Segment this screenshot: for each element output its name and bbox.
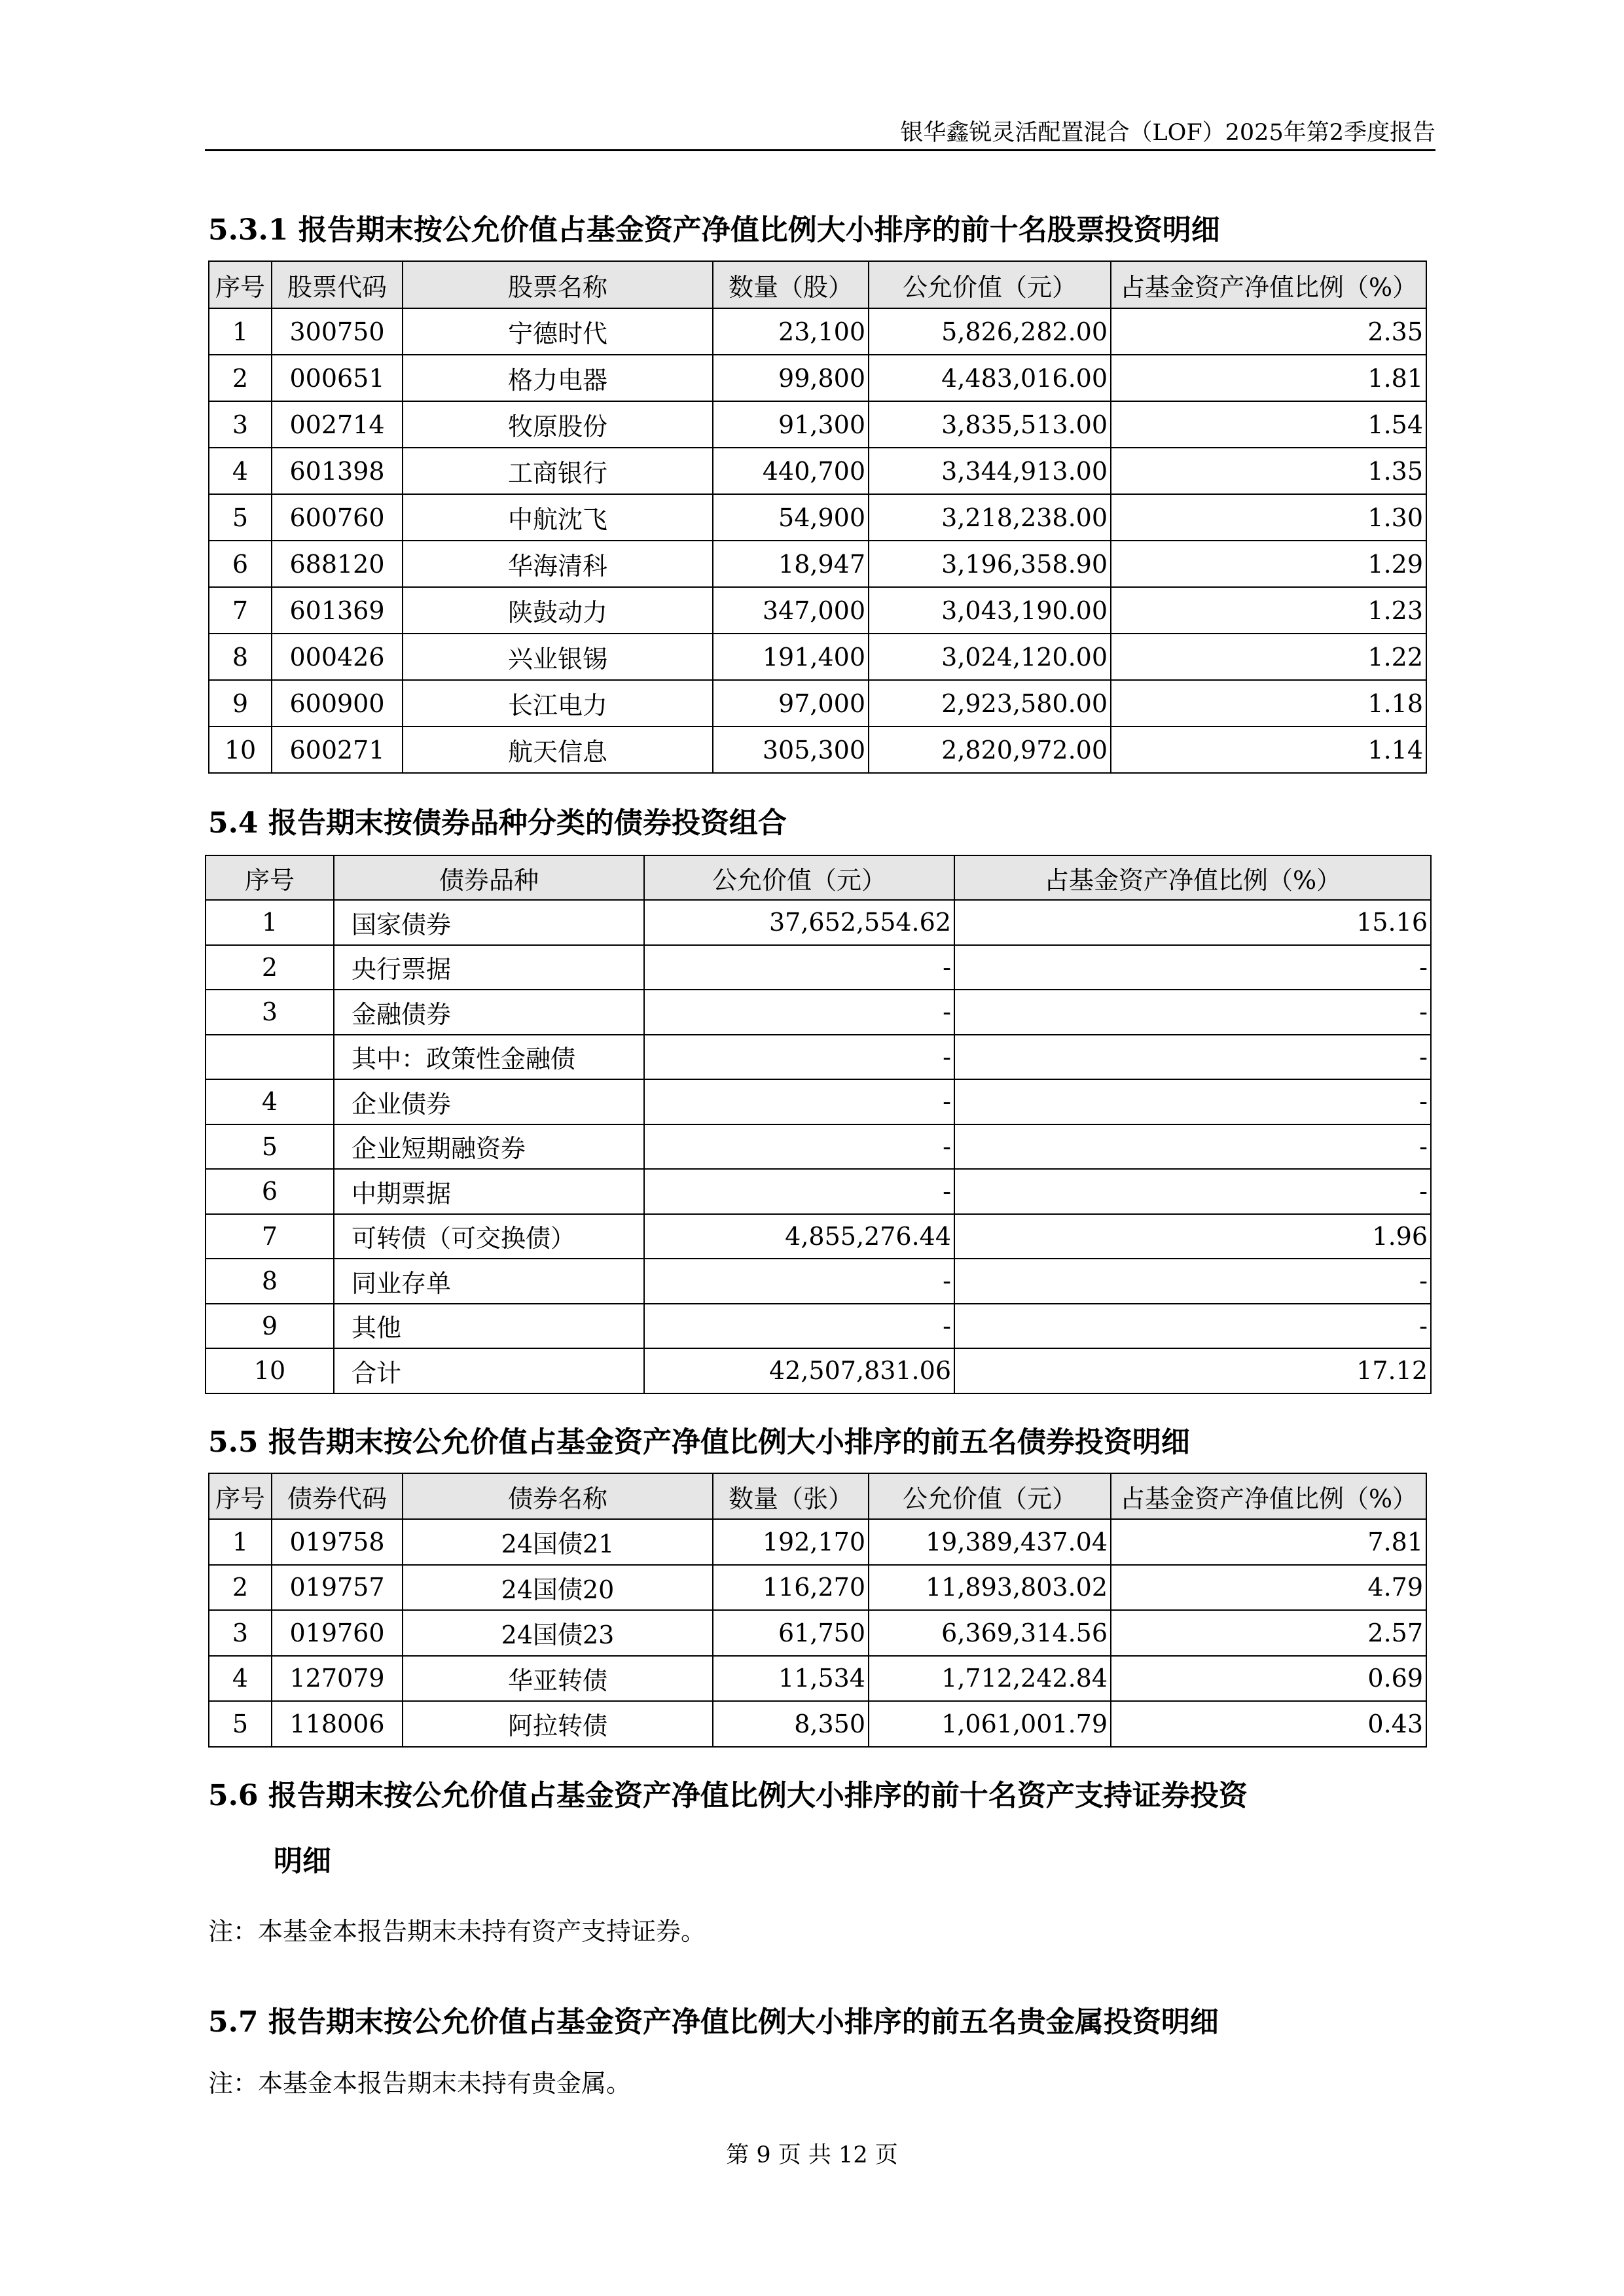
table-cell: 1.30 bbox=[1111, 494, 1426, 541]
col-header: 序号 bbox=[206, 855, 334, 900]
col-header: 占基金资产净值比例（%） bbox=[1111, 1473, 1426, 1519]
table-cell: 91,300 bbox=[713, 401, 869, 448]
table-cell: 4.79 bbox=[1111, 1565, 1426, 1611]
table-cell: 440,700 bbox=[713, 448, 869, 494]
table-cell: 陕鼓动力 bbox=[403, 587, 713, 634]
table-cell: 华亚转债 bbox=[403, 1656, 713, 1702]
table-cell bbox=[206, 1035, 334, 1080]
table-cell: 4,855,276.44 bbox=[644, 1214, 954, 1259]
table-cell: 23,100 bbox=[713, 308, 869, 355]
table-cell: 1.81 bbox=[1111, 355, 1426, 401]
table-cell: 97,000 bbox=[713, 680, 869, 726]
table-cell: - bbox=[954, 1304, 1431, 1349]
table-cell: 5 bbox=[209, 1701, 272, 1747]
table-header-row bbox=[206, 855, 1431, 900]
table-cell: 企业债券 bbox=[334, 1079, 644, 1124]
section-56-title: 5.6 报告期末按公允价值占基金资产净值比例大小排序的前十名资产支持证券投资 bbox=[208, 1779, 1248, 1812]
table-cell: 192,170 bbox=[713, 1519, 869, 1565]
col-header: 股票名称 bbox=[403, 261, 713, 308]
table-cell: 8,350 bbox=[713, 1701, 869, 1747]
table-cell: 格力电器 bbox=[403, 355, 713, 401]
stock-top10-table bbox=[208, 260, 1427, 774]
table-cell: 61,750 bbox=[713, 1610, 869, 1656]
table-row bbox=[209, 308, 1426, 355]
col-header: 数量（股） bbox=[713, 261, 869, 308]
table-row bbox=[209, 541, 1426, 587]
table-row bbox=[206, 1259, 1431, 1304]
table-row bbox=[206, 1169, 1431, 1214]
col-header: 公允价值（元） bbox=[644, 855, 954, 900]
table-cell: 002714 bbox=[272, 401, 403, 448]
table-cell: - bbox=[644, 990, 954, 1035]
table-cell: 可转债（可交换债） bbox=[334, 1214, 644, 1259]
table-cell: 42,507,831.06 bbox=[644, 1348, 954, 1393]
table-cell: 4,483,016.00 bbox=[869, 355, 1111, 401]
table-cell: 300750 bbox=[272, 308, 403, 355]
table-cell: 6 bbox=[209, 541, 272, 587]
table-cell: 0.43 bbox=[1111, 1701, 1426, 1747]
table-row bbox=[209, 1565, 1426, 1611]
page-header: 银华鑫锐灵活配置混合（LOF）2025年第2季度报告 bbox=[900, 120, 1435, 146]
table-cell: 116,270 bbox=[713, 1565, 869, 1611]
section-56-title-cont: 明细 bbox=[274, 1844, 331, 1878]
table-cell: 000651 bbox=[272, 355, 403, 401]
table-cell: - bbox=[644, 1259, 954, 1304]
table-cell: 7 bbox=[206, 1214, 334, 1259]
table-cell: - bbox=[644, 1169, 954, 1214]
table-cell: 其中：政策性金融债 bbox=[334, 1035, 644, 1080]
table-cell: 4 bbox=[206, 1079, 334, 1124]
table-cell: 1.29 bbox=[1111, 541, 1426, 587]
table-cell: 2 bbox=[209, 1565, 272, 1611]
table-row bbox=[206, 1124, 1431, 1170]
table-row bbox=[206, 990, 1431, 1035]
table-row bbox=[209, 494, 1426, 541]
table-cell: 3,196,358.90 bbox=[869, 541, 1111, 587]
table-row bbox=[209, 587, 1426, 634]
table-cell: 7 bbox=[209, 587, 272, 634]
table-cell: 3 bbox=[209, 401, 272, 448]
table-cell: 同业存单 bbox=[334, 1259, 644, 1304]
header-rule bbox=[205, 149, 1435, 151]
table-cell: 8 bbox=[206, 1259, 334, 1304]
table-cell: 6,369,314.56 bbox=[869, 1610, 1111, 1656]
table-row bbox=[209, 726, 1426, 773]
table-row bbox=[206, 945, 1431, 990]
table-cell: 1.96 bbox=[954, 1214, 1431, 1259]
table-cell: - bbox=[954, 990, 1431, 1035]
section-56-note: 注：本基金本报告期末未持有资产支持证券。 bbox=[208, 1917, 706, 1946]
table-cell: 4 bbox=[209, 1656, 272, 1702]
table-cell: 5 bbox=[206, 1124, 334, 1170]
table-cell: 601398 bbox=[272, 448, 403, 494]
table-cell: 2 bbox=[206, 945, 334, 990]
table-cell: 347,000 bbox=[713, 587, 869, 634]
table-cell: 长江电力 bbox=[403, 680, 713, 726]
table-cell: 1 bbox=[209, 1519, 272, 1565]
table-cell: 9 bbox=[209, 680, 272, 726]
table-row bbox=[209, 448, 1426, 494]
table-cell: 工商银行 bbox=[403, 448, 713, 494]
table-cell: 600271 bbox=[272, 726, 403, 773]
table-cell: 其他 bbox=[334, 1304, 644, 1349]
table-cell: 7.81 bbox=[1111, 1519, 1426, 1565]
table-cell: 3 bbox=[206, 990, 334, 1035]
table-row bbox=[206, 1348, 1431, 1393]
table-cell: 10 bbox=[209, 726, 272, 773]
table-cell: 1.22 bbox=[1111, 634, 1426, 680]
table-cell: - bbox=[644, 1079, 954, 1124]
section-55-title: 5.5 报告期末按公允价值占基金资产净值比例大小排序的前五名债券投资明细 bbox=[208, 1426, 1190, 1459]
table-cell: 合计 bbox=[334, 1348, 644, 1393]
col-header: 公允价值（元） bbox=[869, 1473, 1111, 1519]
table-cell: 19,389,437.04 bbox=[869, 1519, 1111, 1565]
table-cell: 019760 bbox=[272, 1610, 403, 1656]
table-cell: - bbox=[954, 1124, 1431, 1170]
bond-category-table bbox=[205, 855, 1432, 1394]
table-cell: 华海清科 bbox=[403, 541, 713, 587]
table-cell: 3,218,238.00 bbox=[869, 494, 1111, 541]
table-cell: - bbox=[954, 1035, 1431, 1080]
table-cell: 2,923,580.00 bbox=[869, 680, 1111, 726]
table-cell: 11,893,803.02 bbox=[869, 1565, 1111, 1611]
page-footer: 第 9 页 共 12 页 bbox=[726, 2142, 898, 2168]
table-cell: 5,826,282.00 bbox=[869, 308, 1111, 355]
table-cell: 3,024,120.00 bbox=[869, 634, 1111, 680]
table-cell: 3,835,513.00 bbox=[869, 401, 1111, 448]
section-54-title: 5.4 报告期末按债券品种分类的债券投资组合 bbox=[208, 806, 787, 840]
col-header: 序号 bbox=[209, 1473, 272, 1519]
table-cell: 1.18 bbox=[1111, 680, 1426, 726]
table-cell: 牧原股份 bbox=[403, 401, 713, 448]
table-cell: 019758 bbox=[272, 1519, 403, 1565]
table-cell: 宁德时代 bbox=[403, 308, 713, 355]
table-cell: 1,061,001.79 bbox=[869, 1701, 1111, 1747]
table-cell: 0.69 bbox=[1111, 1656, 1426, 1702]
table-cell: 2,820,972.00 bbox=[869, 726, 1111, 773]
col-header: 债券代码 bbox=[272, 1473, 403, 1519]
table-row bbox=[209, 634, 1426, 680]
table-cell: 191,400 bbox=[713, 634, 869, 680]
table-row bbox=[209, 1701, 1426, 1747]
table-row bbox=[209, 680, 1426, 726]
table-cell: 8 bbox=[209, 634, 272, 680]
section-531-title: 5.3.1 报告期末按公允价值占基金资产净值比例大小排序的前十名股票投资明细 bbox=[208, 213, 1220, 247]
table-cell: 3,344,913.00 bbox=[869, 448, 1111, 494]
table-cell: 15.16 bbox=[954, 900, 1431, 945]
table-cell: 3,043,190.00 bbox=[869, 587, 1111, 634]
table-cell: 4 bbox=[209, 448, 272, 494]
table-row bbox=[209, 1610, 1426, 1656]
table-cell: - bbox=[954, 1169, 1431, 1214]
table-cell: 1.54 bbox=[1111, 401, 1426, 448]
table-row bbox=[209, 1656, 1426, 1702]
table-row bbox=[206, 900, 1431, 945]
table-cell: 中航沈飞 bbox=[403, 494, 713, 541]
col-header: 债券品种 bbox=[334, 855, 644, 900]
table-cell: - bbox=[644, 945, 954, 990]
table-cell: 18,947 bbox=[713, 541, 869, 587]
table-cell: 17.12 bbox=[954, 1348, 1431, 1393]
table-cell: - bbox=[954, 1259, 1431, 1304]
table-cell: 1,712,242.84 bbox=[869, 1656, 1111, 1702]
table-cell: 1 bbox=[206, 900, 334, 945]
col-header: 债券名称 bbox=[403, 1473, 713, 1519]
table-cell: - bbox=[644, 1304, 954, 1349]
table-cell: 兴业银锡 bbox=[403, 634, 713, 680]
table-cell: 1 bbox=[209, 308, 272, 355]
bond-top5-table bbox=[208, 1473, 1427, 1748]
table-cell: 国家债券 bbox=[334, 900, 644, 945]
table-cell: 24国债20 bbox=[403, 1565, 713, 1611]
table-cell: 37,652,554.62 bbox=[644, 900, 954, 945]
table-row bbox=[206, 1214, 1431, 1259]
table-row bbox=[206, 1035, 1431, 1080]
table-header-row bbox=[209, 1473, 1426, 1519]
table-row bbox=[209, 355, 1426, 401]
table-cell: 24国债21 bbox=[403, 1519, 713, 1565]
table-cell: 99,800 bbox=[713, 355, 869, 401]
table-cell: 688120 bbox=[272, 541, 403, 587]
table-row bbox=[209, 1519, 1426, 1565]
table-cell: - bbox=[954, 945, 1431, 990]
table-row bbox=[209, 401, 1426, 448]
section-57-note: 注：本基金本报告期末未持有贵金属。 bbox=[208, 2069, 632, 2098]
table-cell: - bbox=[644, 1124, 954, 1170]
table-cell: 2.57 bbox=[1111, 1610, 1426, 1656]
table-cell: 阿拉转债 bbox=[403, 1701, 713, 1747]
table-cell: 2.35 bbox=[1111, 308, 1426, 355]
table-cell: 中期票据 bbox=[334, 1169, 644, 1214]
table-cell: 24国债23 bbox=[403, 1610, 713, 1656]
table-header-row bbox=[209, 261, 1426, 308]
table-cell: 601369 bbox=[272, 587, 403, 634]
table-row bbox=[206, 1304, 1431, 1349]
table-cell: 3 bbox=[209, 1610, 272, 1656]
table-cell: 1.23 bbox=[1111, 587, 1426, 634]
table-cell: 118006 bbox=[272, 1701, 403, 1747]
table-cell: 金融债券 bbox=[334, 990, 644, 1035]
table-row bbox=[206, 1079, 1431, 1124]
table-cell: 10 bbox=[206, 1348, 334, 1393]
col-header: 股票代码 bbox=[272, 261, 403, 308]
table-cell: 305,300 bbox=[713, 726, 869, 773]
col-header: 序号 bbox=[209, 261, 272, 308]
table-cell: 000426 bbox=[272, 634, 403, 680]
table-cell: 127079 bbox=[272, 1656, 403, 1702]
table-cell: 6 bbox=[206, 1169, 334, 1214]
col-header: 占基金资产净值比例（%） bbox=[954, 855, 1431, 900]
col-header: 数量（张） bbox=[713, 1473, 869, 1519]
table-cell: 1.14 bbox=[1111, 726, 1426, 773]
table-cell: 1.35 bbox=[1111, 448, 1426, 494]
table-cell: 9 bbox=[206, 1304, 334, 1349]
table-cell: 5 bbox=[209, 494, 272, 541]
table-cell: 央行票据 bbox=[334, 945, 644, 990]
col-header: 公允价值（元） bbox=[869, 261, 1111, 308]
table-cell: 54,900 bbox=[713, 494, 869, 541]
table-cell: 600900 bbox=[272, 680, 403, 726]
table-cell: 航天信息 bbox=[403, 726, 713, 773]
table-cell: 企业短期融资券 bbox=[334, 1124, 644, 1170]
table-cell: - bbox=[954, 1079, 1431, 1124]
section-57-title: 5.7 报告期末按公允价值占基金资产净值比例大小排序的前五名贵金属投资明细 bbox=[208, 2005, 1219, 2039]
col-header: 占基金资产净值比例（%） bbox=[1111, 261, 1426, 308]
table-cell: 2 bbox=[209, 355, 272, 401]
table-cell: - bbox=[644, 1035, 954, 1080]
table-cell: 019757 bbox=[272, 1565, 403, 1611]
table-cell: 11,534 bbox=[713, 1656, 869, 1702]
table-cell: 600760 bbox=[272, 494, 403, 541]
